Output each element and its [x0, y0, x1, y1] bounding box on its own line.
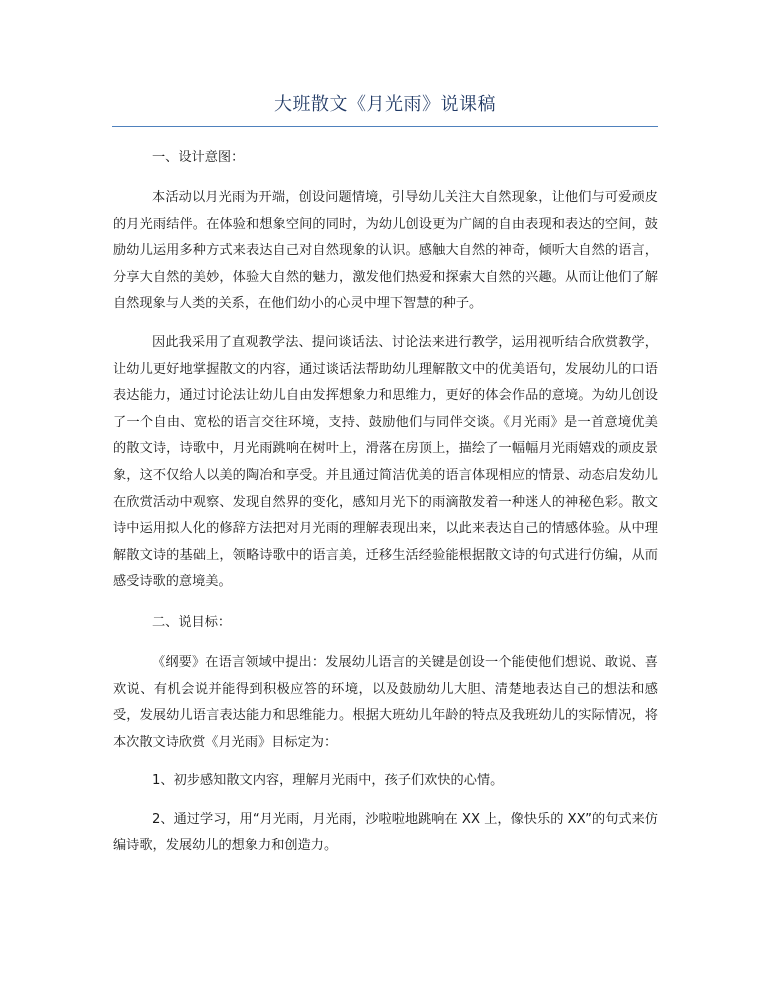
paragraph: 《纲要》在语言领域中提出：发展幼儿语言的关键是创设一个能使他们想说、敢说、喜欢说、有机会说并能得到积极应答的环境，以及鼓励幼儿大胆、清楚地表达自己的想法和感受，发展幼儿语言表达能力和思维能力。根据大班幼儿年龄的特点及我班幼儿的实际情况，将本次散文诗欣赏《月光雨》目标定为： — [113, 654, 658, 750]
section-heading-design-intent: 一、设计意图： — [152, 150, 245, 165]
document-title: 大班散文《月光雨》说课稿 — [274, 94, 496, 115]
paragraph: 因此我采用了直观教学法、提问谈话法、讨论法来进行教学，运用视听结合欣赏教学，让幼儿更好地掌握散文的内容，通过谈话法帮助幼儿理解散文中的优美语句，发展幼儿的口语表达能力，通过讨论法让幼儿自由发挥想象力和思维力，更好的体会作品的意境。为幼儿创设了一个自由、宽松的语言交往环境，支持、鼓励他们与同伴交谈。《月光雨》是一首意境优美的散文诗，诗歌中，月光雨跳响在树叶上，滑落在房顶上，描绘了一幅幅月光雨嬉戏的顽皮景象，这不仅给人以美的陶冶和享受。并且通过简洁优美的语言体现相应的情景、动态启发幼儿在欣赏活动中观察、发现自然界的变化，感知月光下的雨滴散发着一种迷人的神秘色彩。散文诗中运用拟人化的修辞方法把对月光雨的理解表现出来，以此来表达自己的情感体验。从中理解散文诗的基础上，领略诗歌中的语言美，迁移生活经验能根据散文诗的句式进行仿编，从而感受诗歌的意境美。 — [113, 334, 658, 590]
paragraph: 本活动以月光雨为开端，创设问题情境，引导幼儿关注大自然现象，让他们与可爱顽皮的月光雨结伴。在体验和想象空间的同时，为幼儿创设更为广阔的自由表现和表达的空间，鼓励幼儿运用多种方式来表达自己对自然现象的认识。感触大自然的神奇，倾听大自然的语言，分享大自然的美妙，体验大自然的魅力，激发他们热爱和探索大自然的兴趣。从而让他们了解自然现象与人类的关系，在他们幼小的心灵中埋下智慧的种子。 — [113, 190, 658, 312]
document-body — [113, 143, 658, 872]
goal-item-1: 1、初步感知散文内容，理解月光雨中，孩子们欢快的心情。 — [152, 773, 504, 789]
title-underline — [112, 126, 658, 127]
goal-item-2: 2、通过学习，用“月光雨，月光雨，沙啦啦地跳响在 XX 上，像快乐的 XX”的句式来仿编诗歌，发展幼儿的想象力和创造力。 — [113, 811, 658, 854]
section-heading-objectives: 二、说目标： — [152, 614, 232, 630]
